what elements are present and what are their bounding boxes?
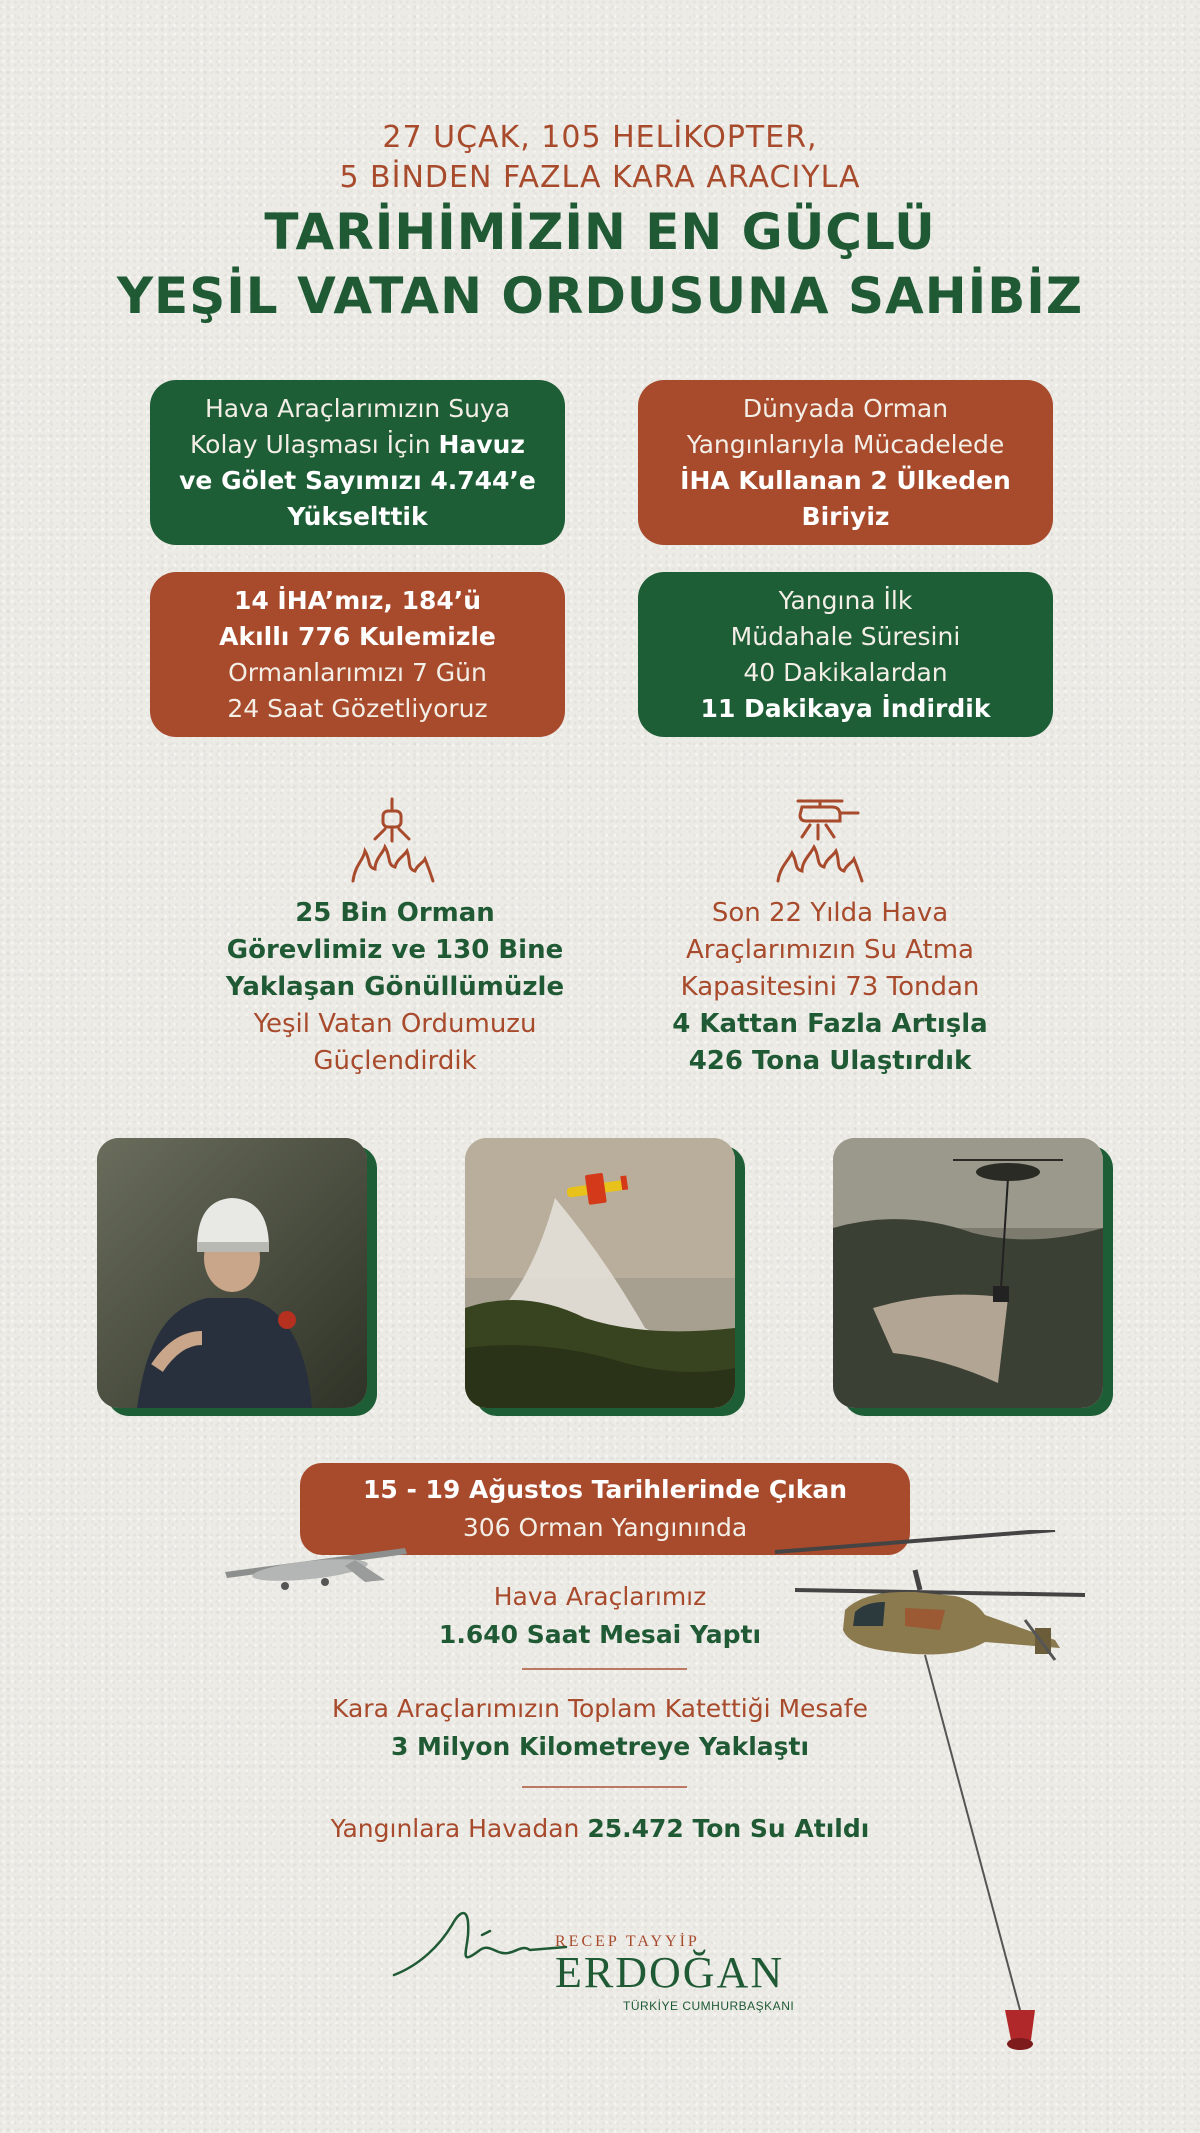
header-kicker bbox=[0, 118, 1200, 198]
water-value: 25.472 Ton Su Atıldı bbox=[587, 1814, 870, 1843]
towers-box bbox=[150, 572, 565, 737]
stat-line-bold bbox=[620, 1006, 1040, 1043]
stat-line-bold bbox=[195, 895, 595, 932]
title-line-2: YEŞİL VATAN ORDUSUNA SAHİBİZ bbox=[116, 267, 1084, 325]
divider bbox=[522, 1668, 687, 1670]
box-text-bold-inner: 11 Dakikaya İndirdik bbox=[700, 693, 991, 723]
distance-stat bbox=[240, 1690, 960, 1766]
stat-line-bold bbox=[195, 932, 595, 969]
box-text: Ormanlarımızı 7 Gün bbox=[228, 657, 487, 687]
stat-line-bold bbox=[620, 1043, 1040, 1080]
response-time-box bbox=[638, 572, 1053, 737]
box-text-bold: Havuz bbox=[438, 429, 525, 459]
stat-bold: 4 Kattan Fazla Artışla bbox=[672, 1009, 988, 1039]
personnel-stat bbox=[195, 895, 595, 1080]
stat-bold: Görevlimiz ve 130 Bine bbox=[226, 935, 564, 965]
stat-text: Güçlendirdik bbox=[313, 1046, 477, 1076]
handwritten-signature bbox=[390, 1895, 570, 1985]
box-text-bold-inner: Biriyiz bbox=[801, 501, 890, 531]
stat-line bbox=[620, 895, 1040, 932]
helicopter-bucket-photo bbox=[833, 1138, 1103, 1408]
stat-line bbox=[620, 969, 1040, 1006]
box-text: Müdahale Süresini bbox=[730, 621, 961, 651]
banner-line: 306 Orman Yangınında bbox=[462, 1513, 748, 1542]
box-text: Yangına İlk bbox=[778, 585, 913, 615]
hours-value: 1.640 Saat Mesai Yaptı bbox=[438, 1620, 762, 1649]
helicopter-fire-icon bbox=[770, 795, 870, 885]
kicker-line-2: 5 BİNDEN FAZLA KARA ARACIYLA bbox=[339, 160, 861, 195]
firefighter-photo bbox=[97, 1138, 367, 1408]
sprinkler-fire-icon bbox=[345, 795, 440, 885]
capacity-stat bbox=[620, 895, 1040, 1080]
box-text: 40 Dakikalardan bbox=[743, 657, 948, 687]
helicopter-bucket-image bbox=[833, 1138, 1103, 1408]
stat-line bbox=[620, 932, 1040, 969]
box-text-bold bbox=[179, 463, 536, 499]
box-text: Yangınlarıyla Mücadelede bbox=[686, 429, 1005, 459]
stat-bold: 426 Tona Ulaştırdık bbox=[688, 1046, 972, 1076]
stat-text: Araçlarımızın Su Atma bbox=[686, 935, 974, 965]
box-text-bold-inner: Akıllı 776 Kulemizle bbox=[219, 621, 496, 651]
banner-bold: 15 - 19 Ağustos Tarihlerinde Çıkan bbox=[362, 1475, 848, 1504]
stat-bold: 25 Bin Orman bbox=[295, 898, 495, 928]
stat-line bbox=[195, 1043, 595, 1080]
stat-text: Yeşil Vatan Ordumuzu bbox=[253, 1009, 537, 1039]
divider bbox=[522, 1786, 687, 1788]
page-title bbox=[0, 200, 1200, 328]
box-text-bold bbox=[802, 499, 890, 535]
box-text-bold-inner: İHA Kullanan 2 Ülkeden bbox=[680, 465, 1011, 495]
flight-hours-stat bbox=[240, 1578, 960, 1654]
box-text-bold bbox=[680, 463, 1011, 499]
box-text-bold bbox=[234, 583, 481, 619]
box-text-bold-inner: Yükselttik bbox=[287, 501, 428, 531]
box-text: 24 Saat Gözetliyoruz bbox=[227, 693, 488, 723]
signature-first-name: RECEP TAYYİP bbox=[555, 1933, 700, 1950]
stat-bold: Yaklaşan Gönüllümüzle bbox=[225, 972, 565, 1002]
box-text-bold bbox=[287, 499, 427, 535]
signature-last-name: ERDOĞAN bbox=[555, 1948, 785, 1997]
hours-label: Hava Araçlarımız bbox=[493, 1582, 707, 1611]
box-text: Dünyada Orman bbox=[742, 393, 949, 423]
stat-line-bold bbox=[195, 969, 595, 1006]
box-text bbox=[190, 427, 525, 463]
banner-line-bold bbox=[363, 1471, 847, 1509]
kicker-line-1: 27 UÇAK, 105 HELİKOPTER, bbox=[382, 120, 818, 155]
water-label: Yangınlara Havadan bbox=[330, 1814, 588, 1843]
box-text: Hava Araçlarımızın Suya bbox=[204, 393, 511, 423]
water-dropped-stat bbox=[240, 1810, 960, 1848]
stat-line bbox=[195, 1006, 595, 1043]
signature-title: TÜRKİYE CUMHURBAŞKANI bbox=[623, 1999, 795, 2013]
firefighter-image bbox=[97, 1138, 367, 1408]
plane-water-drop-photo bbox=[465, 1138, 735, 1408]
uav-world-box bbox=[638, 380, 1053, 545]
signature-block bbox=[555, 1933, 845, 2013]
plane-water-drop-image bbox=[465, 1138, 735, 1408]
stat-text: Kapasitesini 73 Tondan bbox=[680, 972, 980, 1002]
box-text-bold-inner: 14 İHA’mız, 184’ü bbox=[233, 585, 482, 615]
box-text-bold bbox=[701, 691, 991, 727]
distance-value: 3 Milyon Kilometreye Yaklaştı bbox=[390, 1732, 810, 1761]
title-line-1: TARİHİMİZİN EN GÜÇLÜ bbox=[264, 203, 936, 261]
distance-label: Kara Araçlarımızın Toplam Katettiği Mesafe bbox=[332, 1694, 868, 1723]
box-text-part: Kolay Ulaşması İçin bbox=[190, 429, 439, 459]
stat-text: Son 22 Yılda Hava bbox=[711, 898, 949, 928]
box-text-bold bbox=[219, 619, 496, 655]
pond-count-box bbox=[150, 380, 565, 545]
box-text-bold-inner: ve Gölet Sayımızı 4.744’e bbox=[179, 465, 536, 495]
